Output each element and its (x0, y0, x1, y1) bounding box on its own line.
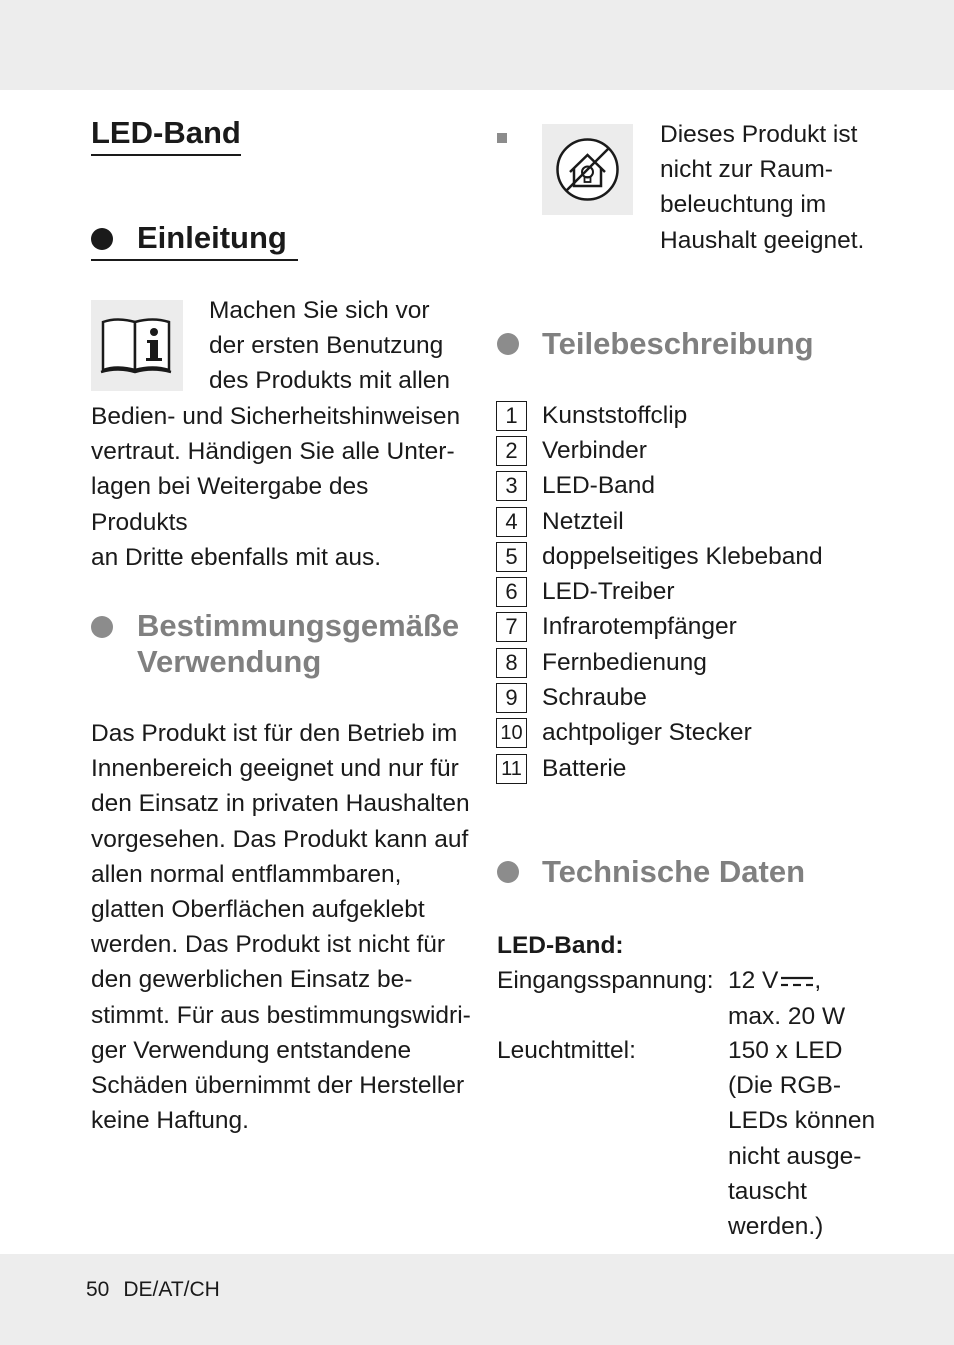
spec-value-line: tauscht (728, 1177, 807, 1205)
value-suffix: , (814, 967, 822, 994)
spec-label: Leuchtmittel: (497, 1037, 636, 1064)
teile-heading: Teilebeschreibung (542, 326, 814, 361)
region-label: DE/AT/CH (123, 1278, 220, 1301)
page-number: 50 (86, 1278, 110, 1301)
text-line: glatten Oberflächen aufgeklebt (91, 896, 425, 924)
item-label: Infrarotempfänger (542, 613, 737, 640)
text-line: Innenbereich geeignet und nur für (91, 755, 459, 783)
text-line: nicht zur Raum- (660, 156, 833, 184)
heading-underline (91, 259, 298, 261)
text-line: stimmt. Für aus bestimmungswidri- (91, 1001, 471, 1029)
text-line: lagen bei Weitergabe des Produkts (91, 473, 369, 536)
text-line: keine Haftung. (91, 1107, 249, 1135)
einleitung-title: Einleitung (137, 220, 287, 255)
spec-value-line: LEDs können (728, 1107, 876, 1135)
square-bullet-icon (497, 133, 507, 143)
item-label: achtpoliger Stecker (542, 719, 752, 746)
spec-value-line: (Die RGB- (728, 1072, 841, 1100)
item-label: Schraube (542, 684, 647, 711)
technische-heading: Technische Daten (542, 854, 806, 889)
text-line: beleuchtung im (660, 191, 827, 219)
item-label: LED-Band (542, 472, 656, 499)
item-number: 2 (496, 436, 527, 466)
bestimmung-heading (137, 608, 459, 680)
item-number: 3 (496, 471, 527, 501)
spec-value-line (728, 963, 888, 999)
item-number: 9 (496, 683, 527, 713)
text-line: ger Verwendung entstandene (91, 1036, 412, 1064)
spec-value-line: 150 x LED (728, 1037, 843, 1064)
text-line: den Einsatz in privaten Haushalten (91, 790, 470, 818)
text-line: vorgesehen. Das Produkt kann auf (91, 825, 469, 853)
page-title: LED-Band (91, 112, 241, 156)
item-number: 6 (496, 577, 527, 607)
text-line: Machen Sie sich vor (209, 297, 430, 324)
bestimmung-text (91, 716, 471, 1138)
heading-line: Verwendung (137, 644, 322, 679)
heading-line: Bestimmungsgemäße (137, 608, 460, 643)
bullet-icon (91, 228, 113, 250)
header-band (0, 0, 954, 90)
item-label: Verbinder (542, 437, 647, 464)
text-line: Dieses Produkt ist (660, 121, 858, 148)
text-line: werden. Das Produkt ist nicht für (91, 931, 446, 959)
dc-symbol-icon (780, 964, 814, 999)
text-line: des Produkts mit allen (209, 367, 451, 395)
item-number: 10 (496, 718, 527, 748)
item-number: 1 (496, 401, 527, 431)
text-line: Das Produkt ist für den Betrieb im (91, 720, 458, 747)
spec-value-line: max. 20 W (728, 1003, 846, 1031)
item-label: LED-Treiber (542, 578, 675, 605)
spec-value-line: nicht ausge- (728, 1142, 862, 1170)
text-line: Bedien- und Sicherheitshinweisen (91, 403, 461, 430)
text-line: vertraut. Händigen Sie alle Unter- (91, 438, 455, 466)
einleitung-text-top (209, 293, 469, 399)
text-line: Haushalt geeignet. (660, 226, 865, 254)
item-label: Fernbedienung (542, 649, 707, 676)
bullet-icon (497, 333, 519, 355)
item-label: Netzteil (542, 508, 624, 535)
spec-subheading: LED-Band: (497, 932, 624, 959)
item-number: 11 (496, 754, 527, 784)
item-number: 7 (496, 612, 527, 642)
bullet-icon (497, 861, 519, 883)
item-label: Kunststoffclip (542, 402, 688, 429)
item-number: 8 (496, 648, 527, 678)
text-line: an Dritte ebenfalls mit aus. (91, 543, 382, 571)
footer (86, 1278, 220, 1302)
spec-value (728, 1033, 928, 1244)
text-line: allen normal entflammbaren, (91, 860, 402, 888)
voltage-value: 12 V (728, 967, 779, 994)
einleitung-text-bottom (91, 399, 471, 575)
notice-text (660, 117, 900, 258)
item-number: 5 (496, 542, 527, 572)
spec-value-line: werden.) (728, 1213, 824, 1241)
spec-label: Eingangsspannung: (497, 967, 714, 994)
manual-info-icon (91, 300, 183, 391)
item-label: doppelseitiges Klebeband (542, 543, 823, 570)
no-room-lighting-icon (542, 124, 633, 215)
item-number: 4 (496, 507, 527, 537)
text-line: den gewerblichen Einsatz be- (91, 966, 413, 994)
bullet-icon (91, 616, 113, 638)
text-line: der ersten Benutzung (209, 332, 444, 360)
text-line: Schäden übernimmt der Hersteller (91, 1072, 465, 1100)
spec-value (728, 963, 888, 1034)
item-label: Batterie (542, 755, 627, 782)
